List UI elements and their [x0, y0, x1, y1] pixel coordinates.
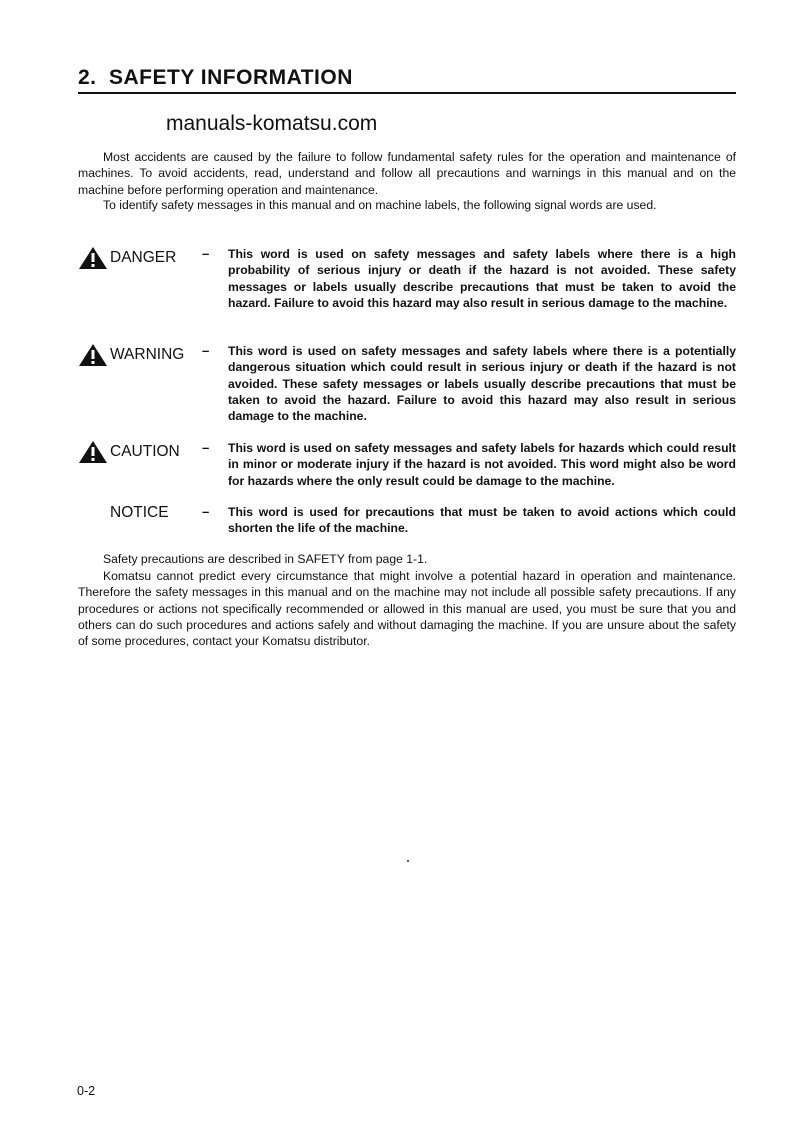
signal-description: This word is used on safety messages and safety labels where there is a high probability of serious injury or death if the hazard is not avoided. These safety messages or labels usually describe precautions that must be taken to avoid the hazard. Failure to avoid this hazard may also result in serious damage to the machine.	[228, 247, 736, 310]
warning-triangle-icon	[78, 440, 108, 464]
signal-description: This word is used on safety messages and safety labels for hazards which could result in minor or moderate injury if the hazard is not avoided. This word might also be word for hazards where the only result could be damage to the machine.	[228, 441, 736, 488]
signal-description: This word is used for precautions that must be taken to avoid actions which could shorten the life of the machine.	[228, 505, 736, 536]
outro-paragraph-1: Safety precautions are described in SAFETY from page 1-1.	[103, 552, 428, 566]
signal-caution	[78, 440, 736, 490]
signal-word-label: NOTICE	[110, 504, 169, 521]
intro-paragraph-2: To identify safety messages in this manual and on machine labels, the following signal words are used.	[103, 198, 657, 212]
outro-paragraph-2: Komatsu cannot predict every circumstance that might involve a potential hazard in operation and maintenance. Therefore the safety messages in this manual and on the machine may not include all possible safety precautions. If any procedures or actions not specifically recommended or allowed in this manual are used, you must be sure that you and others can do such procedures and actions safely and without damaging the machine. If you are unsure about the safety of some procedures, contact your Komatsu distributor.	[78, 569, 736, 649]
intro-paragraph-1: Most accidents are caused by the failure to follow fundamental safety rules for the operation and maintenance of machines. To avoid accidents, read, understand and follow all precautions and warnings in this manual and on the machine before performing operation and maintenance.	[78, 150, 736, 197]
signal-dash: –	[202, 246, 210, 261]
signal-word-danger	[78, 246, 176, 270]
signal-notice	[78, 504, 736, 538]
signal-warning	[78, 343, 736, 425]
signal-dash: –	[202, 504, 210, 519]
signal-dash: –	[202, 343, 210, 358]
signal-word-notice	[110, 504, 169, 522]
section-number: 2.	[78, 66, 97, 89]
signal-danger	[78, 246, 736, 328]
signal-word-caution	[78, 440, 180, 464]
scan-speck	[407, 860, 409, 862]
signal-word-warning	[78, 343, 184, 367]
signal-word-label: CAUTION	[110, 443, 180, 460]
warning-triangle-icon	[78, 343, 108, 367]
signal-word-label: WARNING	[110, 346, 185, 363]
signal-description: This word is used on safety messages and safety labels where there is a potentially dangerous situation which could result in serious injury or death if the hazard is not avoided. These safety messages or labels usually describe precautions that must be taken to avoid the hazard. Failure to avoid this hazard may also result in serious damage to the machine.	[228, 344, 736, 424]
section-title: SAFETY INFORMATION	[109, 66, 353, 89]
signal-dash: –	[202, 440, 210, 455]
section-header	[78, 66, 736, 94]
signal-word-label: DANGER	[110, 249, 177, 266]
watermark-text: manuals-komatsu.com	[166, 112, 378, 135]
warning-triangle-icon	[78, 246, 108, 270]
page-number: 0-2	[77, 1084, 96, 1098]
